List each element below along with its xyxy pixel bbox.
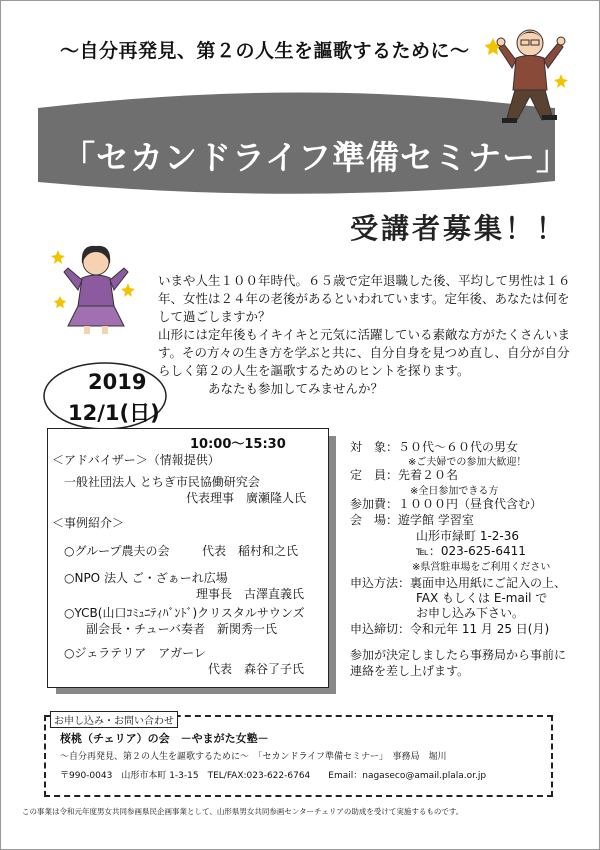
case-org: ○YCB(山口ｺﾐｭﾆﾃｨﾊﾞﾝﾄﾞ)クリスタルサウンズ [64, 606, 305, 620]
advisor-person: 代表理事 廣瀬隆人氏 [186, 491, 307, 505]
case-org: ○グループ農夫の会 [64, 544, 170, 558]
info-apply-2: FAX もしくは E-mail で [416, 591, 548, 605]
case-org: ○ジェラテリア アガーレ [64, 646, 206, 660]
man-illustration-icon [485, 18, 575, 133]
info-venue-tel: ℡：023-625-6411 [416, 544, 526, 558]
program-time: 10:00～15:30 [190, 437, 286, 452]
info-notice-1: 参加が決定しましたら事務局から事前に [350, 648, 567, 662]
case-person: 代表 稲村和之氏 [202, 544, 299, 558]
intro-paragraph-3: あなたも参加してみませんか？ [208, 381, 384, 396]
info-notice-2: 連絡を差し上げます。 [350, 664, 470, 678]
recruit-heading: 受講者募集！！ [350, 212, 568, 245]
woman-illustration-icon [48, 238, 143, 338]
contact-org: 桜桃（チェリア）の会 －やまがた女塾－ [60, 732, 269, 745]
intro-paragraph-1: いまや人生１００年時代。６５歳で定年退職した後、平均して男性は１６年、女性は２４年の老後があるといわれています。定年後、あなたは何をして過ごしますか？ [158, 273, 571, 324]
info-capacity: 定 員：先着２０名 [350, 468, 459, 482]
info-apply-1: 申込方法：裏面申込用紙にご記入の上、 [350, 576, 567, 590]
advisor-org: 一般社団法人 とちぎ市民協働研究会 [64, 475, 260, 489]
contact-label: お申し込み・お問い合わせ [50, 711, 178, 728]
info-target: 対 象：５０代～６０代の男女 [350, 440, 519, 454]
intro-paragraph-2: 山形には定年後もイキイキと元気に活躍している素敵な方がたくさんいます。その方々の生き方を学ぶと共に、自分自身を見つめ直し、自分が自分らしく第２の人生を謳歌するためのヒントを探ります。 [158, 327, 571, 378]
info-venue-note: ※県営駐車場をご利用ください [412, 562, 551, 573]
advisor-heading: ＜アドバイザー＞（情報提供） [52, 453, 220, 467]
date-day: 12/1(日) [68, 401, 160, 425]
contact-address: 〒990-0043 山形市本町 1-3-15 TEL/FAX:023-622-6764 Email：nagaseco@amail.plala.or.jp [60, 771, 487, 781]
info-deadline: 申込締切：令和元年 11 月 25 日(月) [350, 622, 550, 636]
info-fee: 参加費：１０００円（昼食代含む） [350, 497, 543, 511]
subtitle: ～自分再発見、第２の人生を謳歌するために～ [60, 40, 470, 62]
info-capacity-note: ※全日参加できる方 [410, 486, 499, 497]
cases-heading: ＜事例紹介＞ [52, 516, 125, 530]
date-year: 2019 [88, 370, 147, 394]
case-person: 理事長 古澤直義氏 [196, 587, 305, 601]
contact-office: ～自分再発見、第２の人生を謳歌するために～ 「セカンドライフ準備セミナー」 事務局 堀川 [60, 752, 447, 762]
case-person: 副会長・チューバ奏者 新関秀一氏 [86, 622, 278, 636]
info-venue: 会 場：遊学館 学習室 [350, 513, 474, 527]
case-person: 代表 森谷了子氏 [208, 662, 305, 676]
intro-text [158, 272, 578, 398]
info-apply-3: お申し込み下さい。 [416, 606, 525, 620]
main-title: 「セカンドライフ準備セミナー」 [62, 138, 571, 177]
info-venue-address: 山形市緑町 1-2-36 [416, 529, 520, 543]
info-target-note: ※ご夫婦での参加大歓迎！ [408, 457, 527, 468]
footer-note: この事業は令和元年度男女共同参画県民企画事業として、山形県男女共同参画センターチェリアの助成を受けて実施するものです。 [22, 807, 464, 816]
case-org: ○NPO 法人 ご・ざぁーれ広場 [64, 571, 228, 585]
